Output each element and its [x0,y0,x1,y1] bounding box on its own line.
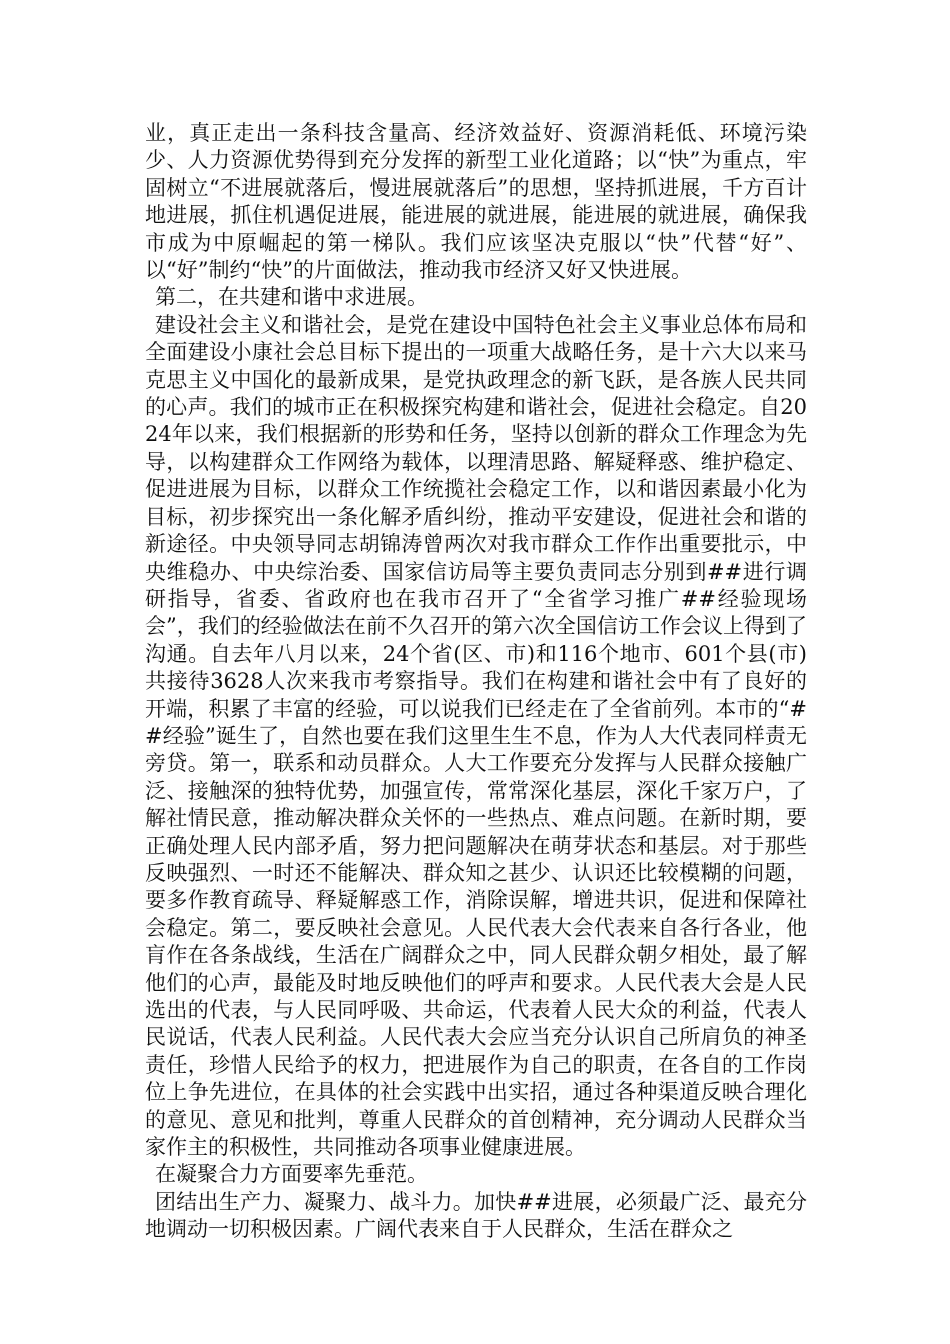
body-paragraph-2: 建设社会主义和谐社会，是党在建设中国特色社会主义事业总体布局和全面建设小康社会总目标下提出的一项重大战略任务，是十六大以来马克思主义中国化的最新成果，是党执政理念的新飞跃，是各族人民共同的心声。我们的城市正在积极探究构建和谐社会，促进社会稳定。自2024年以来，我们根据新的形势和任务，坚持以创新的群众工作理念为先导，以构建群众工作网络为载体，以理清思路、解疑释惑、维护稳定、促进进展为目标，以群众工作统揽社会稳定工作，以和谐因素最小化为目标，初步探究出一条化解矛盾纠纷，推动平安建设，促进社会和谐的新途径。中央领导同志胡锦涛曾两次对我市群众工作作出重要批示，中央维稳办、中央综治委、国家信访局等主要负责同志分别到##进行调研指导，省委、省政府也在我市召开了“全省学习推广##经验现场会”，我们的经验做法在前不久召开的第六次全国信访工作会议上得到了沟通。自去年八月以来，24个省(区、市)和116个地市、601个县(市)共接待3628人次来我市考察指导。我们在构建和谐社会中有了良好的开端，积累了丰富的经验，可以说我们已经走在了全省前列。本市的“##经验”诞生了，自然也要在我们这里生生不息，作为人大代表同样责无旁贷。第一，联系和动员群众。人大工作要充分发挥与人民群众接触广泛、接触深的独特优势，加强宣传，常常深化基层，深化千家万户，了解社情民意，推动解决群众关怀的一些热点、难点问题。在新时期，要正确处理人民内部矛盾，努力把问题解决在萌芽状态和基层。对于那些反映强烈、一时还不能解决、群众知之甚少、认识还比较模糊的问题，要多作教育疏导、释疑解惑工作，消除误解，增进共识，促进和保障社会稳定。第二，要反映社会意见。人民代表大会代表来自各行各业，他肓作在各条战线，生活在广阔群众之中，同人民群众朝夕相处，最了解他们的心声，最能及时地反映他们的呼声和要求。人民代表大会是人民选出的代表，与人民同呼吸、共命运，代表着人民大众的利益，代表人民说话，代表人民利益。人民代表大会应当充分认识自己所肩负的神圣责任，珍惜人民给予的权力，把进展作为自己的职责，在各自的工作岗位上争先进位，在具体的社会实践中出实招，通过各种渠道反映合理化的意见、意见和批判，尊重人民群众的首创精神，充分调动人民群众当家作主的积极性，共同推动各项事业健康进展。 [145,312,807,1160]
body-paragraph-1: 业，真正走出一条科技含量高、经济效益好、资源消耗低、环境污染少、人力资源优势得到充分发挥的新型工业化道路；以“快”为重点，牢固树立“不进展就落后，慢进展就落后”的思想，坚持抓进展，千方百计地进展，抓住机遇促进展，能进展的就进展，能进展的就进展，确保我市成为中原崛起的第一梯队。我们应该坚决克服以“快”代替“好”、以“好”制约“快”的片面做法，推动我市经济又好又快进展。 [145,121,807,283]
section-heading-2: 在凝聚合力方面要率先垂范。 [155,1162,428,1187]
section-heading-1: 第二，在共建和谐中求进展。 [155,285,428,310]
document-page [145,120,807,1244]
body-paragraph-3: 团结出生产力、凝聚力、战斗力。加快##进展，必须最广泛、最充分地调动一切积极因素。广阔代表来自于人民群众，生活在群众之 [145,1189,807,1242]
